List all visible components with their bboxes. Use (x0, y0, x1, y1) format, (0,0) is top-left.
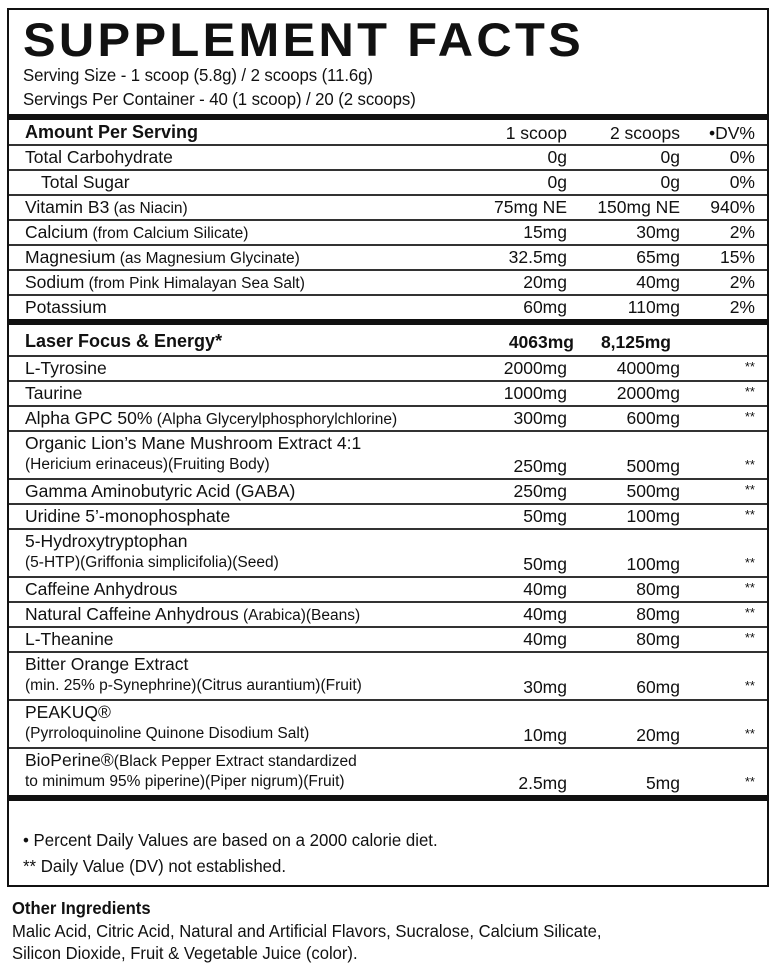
daily-value-not-established: ** (744, 507, 755, 522)
amount-2-scoops: 65mg (636, 247, 680, 267)
nutrient-name-main: Total Sugar (41, 172, 130, 192)
ingredient-row (9, 577, 767, 602)
amount-1-scoop: 300mg (513, 408, 567, 428)
ingredient-name (25, 604, 360, 625)
ingredient-name-main: BioPerine® (25, 750, 114, 770)
amount-1-scoop: 32.5mg (508, 247, 567, 267)
nutrient-row (9, 295, 767, 320)
ingredient-source: (Alpha Glycerylphosphorylchlorine) (152, 411, 398, 428)
amount-2-scoops: 80mg (636, 629, 680, 649)
ingredient-name-main: Caffeine Anhydrous (25, 579, 178, 599)
amount-1-scoop: 250mg (513, 456, 567, 476)
amount-1-scoop: 40mg (523, 579, 567, 599)
ingredient-name (25, 702, 111, 723)
amount-1-scoop: 10mg (523, 725, 567, 745)
daily-value-not-established: ** (744, 630, 755, 645)
ingredient-row (9, 652, 767, 700)
ingredient-name-main: Uridine 5’-monophosphate (25, 506, 231, 526)
ingredient-row (9, 748, 767, 796)
ingredient-name-main: PEAKUQ® (25, 702, 111, 722)
nutrient-source: (as Niacin) (109, 200, 188, 217)
daily-value: 940% (710, 197, 755, 217)
ingredient-source: (Arabica)(Beans) (238, 607, 361, 624)
ingredient-row (9, 406, 767, 431)
header-col-1-scoop: 1 scoop (505, 123, 567, 143)
amount-1-scoop: 20mg (523, 272, 567, 292)
ingredient-detail: (Pyrroloquinoline Quinone Disodium Salt) (25, 725, 310, 742)
ingredient-name-main: Gamma Aminobutyric Acid (GABA) (25, 481, 296, 501)
amount-1-scoop: 15mg (523, 222, 567, 242)
amount-1-scoop: 50mg (523, 506, 567, 526)
daily-value-not-established: ** (744, 726, 755, 741)
amount-2-scoops: 80mg (636, 579, 680, 599)
ingredient-name-main: Organic Lion’s Mane Mushroom Extract 4:1 (25, 433, 362, 453)
amount-2-scoops: 4000mg (616, 358, 680, 378)
nutrient-source: (as Magnesium Glycinate) (115, 250, 300, 267)
nutrient-source: (from Calcium Silicate) (88, 225, 249, 242)
amount-2-scoops: 5mg (645, 773, 680, 793)
amount-2-scoops: 30mg (636, 222, 680, 242)
ingredient-name (25, 750, 357, 771)
daily-value-not-established: ** (744, 482, 755, 497)
ingredient-name-main: L-Theanine (25, 629, 114, 649)
ingredient-name (25, 531, 187, 552)
amount-1-scoop: 0g (547, 172, 567, 192)
amount-2-scoops: 100mg (626, 506, 680, 526)
ingredient-name-main: Taurine (25, 383, 83, 403)
daily-value-not-established: ** (744, 678, 755, 693)
amount-2-scoops: 150mg NE (597, 197, 680, 217)
amount-1-scoop: 2.5mg (518, 773, 567, 793)
ingredient-row (9, 529, 767, 577)
serving-size: Serving Size - 1 scoop (5.8g) / 2 scoops (11.6g) (23, 65, 373, 85)
supplement-facts-panel (7, 8, 769, 887)
ingredient-row (9, 431, 767, 479)
table-header-row (9, 120, 767, 145)
amount-1-scoop: 40mg (523, 604, 567, 624)
ingredient-source: (Black Pepper Extract standardized (113, 753, 357, 770)
amount-2-scoops: 60mg (636, 677, 680, 697)
ingredient-row (9, 700, 767, 748)
nutrient-row (9, 220, 767, 245)
ingredient-name-main: Alpha GPC 50% (25, 408, 153, 428)
thick-divider (9, 319, 767, 325)
daily-value-not-established: ** (744, 580, 755, 595)
daily-value: 15% (719, 247, 755, 267)
nutrient-row (9, 245, 767, 270)
ingredient-name (25, 481, 295, 502)
daily-value-not-established: ** (744, 384, 755, 399)
ingredient-detail: to minimum 95% piperine)(Piper nigrum)(Fruit) (25, 773, 345, 790)
thick-divider (9, 795, 767, 801)
ingredient-detail: (5-HTP)(Griffonia simplicifolia)(Seed) (25, 554, 279, 571)
header-col-2-scoops: 2 scoops (609, 123, 680, 143)
amount-2-scoops: 600mg (626, 408, 680, 428)
ingredient-name (25, 408, 397, 429)
ingredient-name-main: Bitter Orange Extract (25, 654, 189, 674)
ingredient-name (25, 506, 230, 527)
nutrient-name (25, 247, 300, 268)
nutrient-name (25, 297, 107, 318)
daily-value-not-established: ** (744, 555, 755, 570)
nutrient-name (25, 147, 173, 168)
blend-amount-1-scoop: 4063mg (508, 332, 574, 352)
daily-value: 2% (729, 222, 755, 242)
ingredient-row (9, 381, 767, 406)
nutrient-row (9, 270, 767, 295)
amount-2-scoops: 100mg (626, 554, 680, 574)
amount-2-scoops: 500mg (626, 481, 680, 501)
servings-per-container: Servings Per Container - 40 (1 scoop) / 20 (2 scoops) (23, 89, 416, 109)
nutrient-name (41, 172, 130, 193)
header-col-dv: •DV% (709, 123, 755, 143)
nutrient-row (9, 145, 767, 170)
ingredient-name (25, 358, 107, 379)
amount-2-scoops: 2000mg (616, 383, 680, 403)
amount-1-scoop: 2000mg (503, 358, 567, 378)
nutrient-row (9, 170, 767, 195)
amount-2-scoops: 40mg (636, 272, 680, 292)
ingredient-name (25, 629, 114, 650)
ingredient-row (9, 627, 767, 652)
ingredient-name (25, 579, 177, 600)
ingredient-row (9, 504, 767, 529)
amount-1-scoop: 250mg (513, 481, 567, 501)
nutrient-row (9, 195, 767, 220)
ingredient-name (25, 654, 188, 675)
amount-1-scoop: 50mg (523, 554, 567, 574)
ingredient-name-main: L-Tyrosine (25, 358, 107, 378)
nutrient-name-main: Sodium (25, 272, 85, 292)
ingredient-row (9, 602, 767, 627)
ingredient-detail: (min. 25% p-Synephrine)(Citrus aurantium)(Fruit) (25, 677, 362, 694)
nutrient-name (25, 272, 305, 293)
ingredient-name-main: 5-Hydroxytryptophan (25, 531, 188, 551)
nutrient-name-main: Total Carbohydrate (25, 147, 173, 167)
daily-value: 0% (729, 147, 755, 167)
other-ingredients-line: Malic Acid, Citric Acid, Natural and Artificial Flavors, Sucralose, Calcium Silicate, (12, 921, 602, 941)
ingredient-row (9, 356, 767, 381)
header-amount-per-serving: Amount Per Serving (25, 122, 199, 142)
blend-amount-2-scoops: 8,125mg (600, 332, 671, 352)
daily-value: 0% (729, 172, 755, 192)
footnote-not-established: ** Daily Value (DV) not established. (23, 856, 287, 876)
nutrient-source: (from Pink Himalayan Sea Salt) (84, 275, 305, 292)
blend-name: Laser Focus & Energy* (25, 331, 223, 351)
ingredient-name-main: Natural Caffeine Anhydrous (25, 604, 239, 624)
daily-value-not-established: ** (744, 359, 755, 374)
nutrient-name (25, 222, 248, 243)
nutrient-name-main: Potassium (25, 297, 107, 317)
other-ingredients-title: Other Ingredients (12, 898, 151, 918)
daily-value-not-established: ** (744, 409, 755, 424)
amount-2-scoops: 500mg (626, 456, 680, 476)
nutrient-name-main: Magnesium (25, 247, 116, 267)
ingredient-name (25, 433, 361, 454)
amount-1-scoop: 60mg (523, 297, 567, 317)
daily-value: 2% (729, 272, 755, 292)
daily-value-not-established: ** (744, 774, 755, 789)
footnote-dv: • Percent Daily Values are based on a 2000 calorie diet. (23, 830, 438, 850)
daily-value: 2% (729, 297, 755, 317)
blend-row (9, 326, 767, 356)
amount-1-scoop: 75mg NE (494, 197, 567, 217)
amount-2-scoops: 110mg (627, 297, 680, 317)
amount-2-scoops: 0g (660, 172, 680, 192)
amount-2-scoops: 20mg (636, 725, 680, 745)
amount-1-scoop: 30mg (523, 677, 567, 697)
daily-value-not-established: ** (744, 457, 755, 472)
ingredient-row (9, 479, 767, 504)
panel-title: SUPPLEMENT FACTS (23, 13, 585, 66)
amount-1-scoop: 0g (547, 147, 567, 167)
amount-2-scoops: 0g (660, 147, 680, 167)
nutrient-name-main: Vitamin B3 (25, 197, 110, 217)
other-ingredients-line: Silicon Dioxide, Fruit & Vegetable Juice (color). (12, 943, 358, 963)
daily-value-not-established: ** (744, 605, 755, 620)
nutrient-name (25, 197, 188, 218)
amount-1-scoop: 40mg (523, 629, 567, 649)
amount-1-scoop: 1000mg (503, 383, 567, 403)
ingredient-name (25, 383, 82, 404)
nutrient-name-main: Calcium (25, 222, 89, 242)
ingredient-detail: (Hericium erinaceus)(Fruiting Body) (25, 456, 270, 473)
amount-2-scoops: 80mg (636, 604, 680, 624)
